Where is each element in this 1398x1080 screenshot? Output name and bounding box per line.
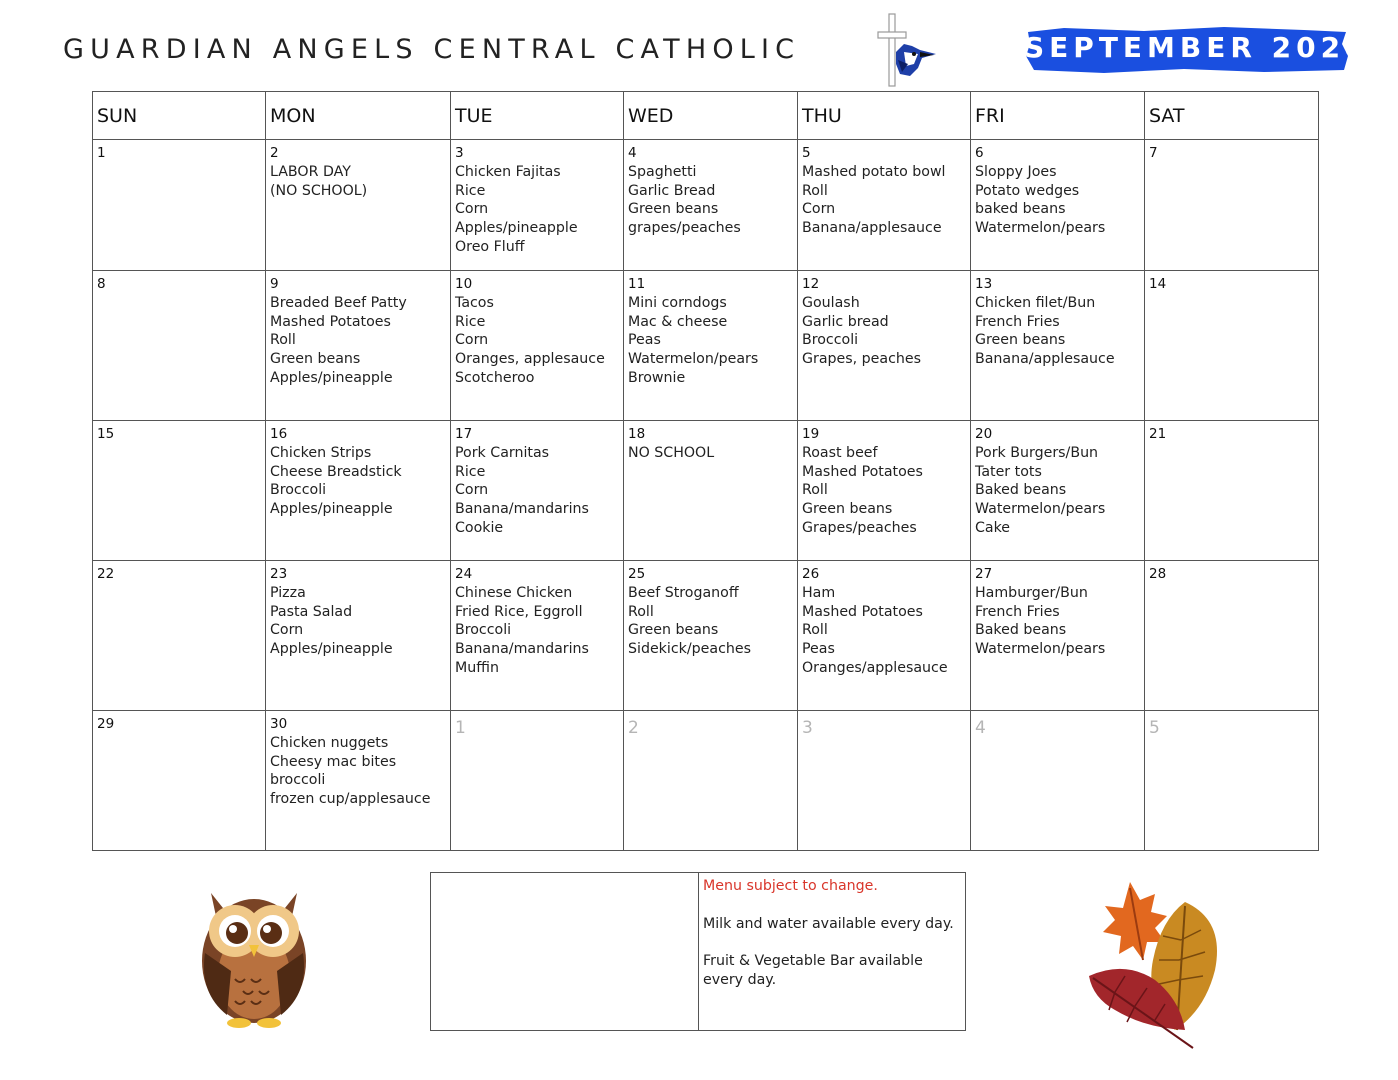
- menu-item: Pork Carnitas: [455, 444, 550, 461]
- day-number: 11: [628, 276, 646, 292]
- milk-water-note: Milk and water available every day.: [703, 915, 954, 932]
- menu-item: Sidekick/peaches: [628, 641, 751, 658]
- menu-item: Corn: [270, 622, 304, 639]
- day-number: 2: [628, 718, 639, 738]
- calendar-day-cell: [971, 711, 1145, 851]
- calendar-day-cell: [624, 561, 798, 711]
- calendar-day-cell: [93, 271, 266, 421]
- menu-item: Pizza: [270, 584, 306, 601]
- menu-item: Broccoli: [455, 622, 512, 639]
- day-number: 14: [1149, 276, 1167, 292]
- menu-item: Roll: [802, 482, 828, 499]
- menu-item: Banana/mandarins: [455, 641, 589, 658]
- calendar-day-cell: [451, 271, 624, 421]
- menu-item: Garlic Bread: [628, 182, 716, 199]
- menu-item: Baked beans: [975, 622, 1067, 639]
- menu-item: Brownie: [628, 369, 686, 386]
- menu-item: Green beans: [628, 622, 719, 639]
- menu-item: Potato wedges: [975, 182, 1080, 199]
- calendar-day-cell: [798, 711, 971, 851]
- day-number: 27: [975, 566, 993, 582]
- notes-box: [430, 872, 966, 1031]
- menu-item: Apples/pineapple: [270, 369, 393, 386]
- calendar-day-cell: [93, 561, 266, 711]
- day-number: 4: [628, 145, 637, 161]
- day-number: 3: [802, 718, 813, 738]
- calendar-day-cell: [266, 421, 451, 561]
- calendar-day-cell: [798, 140, 971, 271]
- menu-item: Broccoli: [270, 482, 327, 499]
- calendar-day-cell: [93, 711, 266, 851]
- menu-item: Peas: [802, 641, 835, 658]
- menu-item: Green beans: [628, 201, 719, 218]
- day-number: 22: [97, 566, 115, 582]
- fruit-veg-note: Fruit & Vegetable Bar available every day.: [703, 953, 923, 988]
- menu-item: Cheese Breadstick: [270, 463, 402, 480]
- day-number: 4: [975, 718, 986, 738]
- menu-item: Apples/pineapple: [455, 220, 578, 237]
- calendar-week-row: [93, 140, 1319, 271]
- menu-item: Banana/applesauce: [975, 351, 1115, 368]
- menu-item: Roll: [802, 622, 828, 639]
- menu-item: Breaded Beef Patty: [270, 294, 407, 311]
- calendar-day-cell: [451, 140, 624, 271]
- calendar-day-cell: [624, 271, 798, 421]
- menu-item: Banana/applesauce: [802, 220, 942, 237]
- menu-item: Rice: [455, 313, 486, 330]
- calendar-day-cell: [798, 421, 971, 561]
- menu-item: Baked beans: [975, 482, 1067, 499]
- menu-item: Mashed Potatoes: [802, 463, 923, 480]
- menu-item: Rice: [455, 182, 486, 199]
- menu-item: Watermelon/pears: [975, 641, 1106, 658]
- day-number: 10: [455, 276, 473, 292]
- menu-item: Fried Rice, Eggroll: [455, 603, 583, 620]
- calendar-day-cell: [451, 711, 624, 851]
- menu-item: Peas: [628, 332, 661, 349]
- menu-item: Pork Burgers/Bun: [975, 444, 1099, 461]
- calendar-day-cell: [266, 140, 451, 271]
- calendar-day-cell: [1145, 140, 1319, 271]
- calendar-day-cell: [93, 140, 266, 271]
- menu-item: Mac & cheese: [628, 313, 728, 330]
- calendar-day-cell: [971, 561, 1145, 711]
- menu-item: French Fries: [975, 313, 1060, 330]
- menu-item: Apples/pineapple: [270, 501, 393, 518]
- menu-item: Oranges, applesauce: [455, 351, 605, 368]
- weekday-header: TUE: [451, 92, 624, 140]
- day-number: 1: [97, 145, 106, 161]
- menu-item: Oreo Fluff: [455, 238, 525, 255]
- menu-item: Cheesy mac bites: [270, 753, 397, 770]
- calendar-day-cell: [266, 711, 451, 851]
- menu-item: broccoli: [270, 772, 326, 789]
- day-number: 19: [802, 426, 820, 442]
- month-banner: [1024, 26, 1370, 74]
- calendar-week-row: [93, 271, 1319, 421]
- day-number: 30: [270, 716, 288, 732]
- menu-item: Roast beef: [802, 444, 878, 461]
- weekday-header: SAT: [1145, 92, 1319, 140]
- menu-item: Roll: [802, 182, 828, 199]
- menu-item: Tater tots: [975, 463, 1042, 480]
- menu-item: Beef Stroganoff: [628, 584, 739, 601]
- menu-item: Ham: [802, 584, 836, 601]
- menu-item: Mini corndogs: [628, 294, 727, 311]
- menu-item: Apples/pineapple: [270, 641, 393, 658]
- menu-item: NO SCHOOL: [628, 444, 715, 461]
- calendar-day-cell: [93, 421, 266, 561]
- calendar-day-cell: [1145, 711, 1319, 851]
- menu-item: grapes/peaches: [628, 220, 741, 237]
- calendar-day-cell: [798, 271, 971, 421]
- menu-item: Mashed Potatoes: [270, 313, 391, 330]
- menu-item: Green beans: [975, 332, 1066, 349]
- month-label: SEPTEMBER 2024: [1024, 31, 1370, 64]
- owl-icon: [197, 883, 312, 1028]
- menu-item: Green beans: [802, 501, 893, 518]
- notes-text: [703, 877, 963, 990]
- menu-item: Rice: [455, 463, 486, 480]
- weekday-header: THU: [798, 92, 971, 140]
- day-number: 29: [97, 716, 115, 732]
- calendar-day-cell: [451, 561, 624, 711]
- menu-item: Scotcheroo: [455, 369, 535, 386]
- weekday-header: WED: [624, 92, 798, 140]
- day-number: 6: [975, 145, 984, 161]
- day-number: 28: [1149, 566, 1167, 582]
- day-number: 24: [455, 566, 473, 582]
- calendar-week-row: [93, 561, 1319, 711]
- day-number: 21: [1149, 426, 1167, 442]
- calendar-day-cell: [624, 421, 798, 561]
- menu-item: Oranges/applesauce: [802, 659, 948, 676]
- menu-item: Grapes, peaches: [802, 351, 922, 368]
- menu-item: Chicken Fajitas: [455, 163, 561, 180]
- menu-item: (NO SCHOOL): [270, 182, 368, 199]
- weekday-header: MON: [266, 92, 451, 140]
- menu-item: Chicken filet/Bun: [975, 294, 1096, 311]
- calendar-week-row: [93, 421, 1319, 561]
- calendar-day-cell: [971, 271, 1145, 421]
- menu-item: LABOR DAY: [270, 163, 351, 180]
- menu-item: Chicken nuggets: [270, 734, 389, 751]
- calendar-day-cell: [624, 140, 798, 271]
- menu-item: Mashed Potatoes: [802, 603, 923, 620]
- menu-item: Green beans: [270, 351, 361, 368]
- calendar-day-cell: [971, 140, 1145, 271]
- day-number: 9: [270, 276, 279, 292]
- autumn-leaves-icon: [1085, 880, 1230, 1050]
- day-number: 3: [455, 145, 464, 161]
- menu-item: French Fries: [975, 603, 1060, 620]
- menu-item: Goulash: [802, 294, 860, 311]
- menu-item: Cookie: [455, 519, 504, 536]
- calendar-day-cell: [451, 421, 624, 561]
- calendar-day-cell: [971, 421, 1145, 561]
- menu-item: Watermelon/pears: [975, 220, 1106, 237]
- weekday-header: SUN: [93, 92, 266, 140]
- weekday-header-row: [93, 92, 1319, 140]
- menu-item: Broccoli: [802, 332, 859, 349]
- menu-item: Tacos: [455, 294, 494, 311]
- menu-item: Roll: [628, 603, 654, 620]
- menu-item: Muffin: [455, 659, 499, 676]
- school-title: GUARDIAN ANGELS CENTRAL CATHOLIC: [63, 34, 801, 65]
- calendar-day-cell: [1145, 561, 1319, 711]
- menu-item: Corn: [455, 332, 489, 349]
- menu-item: Garlic bread: [802, 313, 889, 330]
- menu-item: baked beans: [975, 201, 1066, 218]
- menu-item: Mashed potato bowl: [802, 163, 946, 180]
- menu-item: Pasta Salad: [270, 603, 353, 620]
- menu-item: Corn: [802, 201, 836, 218]
- menu-item: Corn: [455, 201, 489, 218]
- day-number: 5: [1149, 718, 1160, 738]
- day-number: 8: [97, 276, 106, 292]
- menu-item: Chicken Strips: [270, 444, 372, 461]
- menu-item: Watermelon/pears: [628, 351, 759, 368]
- day-number: 12: [802, 276, 820, 292]
- menu-item: Roll: [270, 332, 296, 349]
- day-number: 13: [975, 276, 993, 292]
- menu-change-notice: Menu subject to change.: [703, 878, 878, 894]
- menu-item: Corn: [455, 482, 489, 499]
- day-number: 16: [270, 426, 288, 442]
- day-number: 5: [802, 145, 811, 161]
- calendar-week-row: [93, 711, 1319, 851]
- day-number: 7: [1149, 145, 1158, 161]
- calendar-day-cell: [1145, 421, 1319, 561]
- menu-item: Cake: [975, 519, 1011, 536]
- calendar-day-cell: [1145, 271, 1319, 421]
- day-number: 1: [455, 718, 466, 738]
- day-number: 23: [270, 566, 288, 582]
- menu-item: Banana/mandarins: [455, 501, 589, 518]
- calendar-table: [92, 91, 1319, 851]
- calendar-day-cell: [266, 561, 451, 711]
- menu-item: Watermelon/pears: [975, 501, 1106, 518]
- day-number: 25: [628, 566, 646, 582]
- menu-item: Sloppy Joes: [975, 163, 1057, 180]
- day-number: 26: [802, 566, 820, 582]
- weekday-header: FRI: [971, 92, 1145, 140]
- day-number: 17: [455, 426, 473, 442]
- calendar-day-cell: [624, 711, 798, 851]
- day-number: 20: [975, 426, 993, 442]
- menu-item: Chinese Chicken: [455, 584, 573, 601]
- day-number: 15: [97, 426, 115, 442]
- day-number: 18: [628, 426, 646, 442]
- cross-bluejay-logo-icon: [874, 12, 946, 90]
- menu-item: Hamburger/Bun: [975, 584, 1088, 601]
- calendar-day-cell: [798, 561, 971, 711]
- menu-item: Grapes/peaches: [802, 519, 917, 536]
- menu-item: frozen cup/applesauce: [270, 791, 431, 808]
- calendar-day-cell: [266, 271, 451, 421]
- day-number: 2: [270, 145, 279, 161]
- menu-item: Spaghetti: [628, 163, 697, 180]
- notes-divider: [698, 873, 699, 1030]
